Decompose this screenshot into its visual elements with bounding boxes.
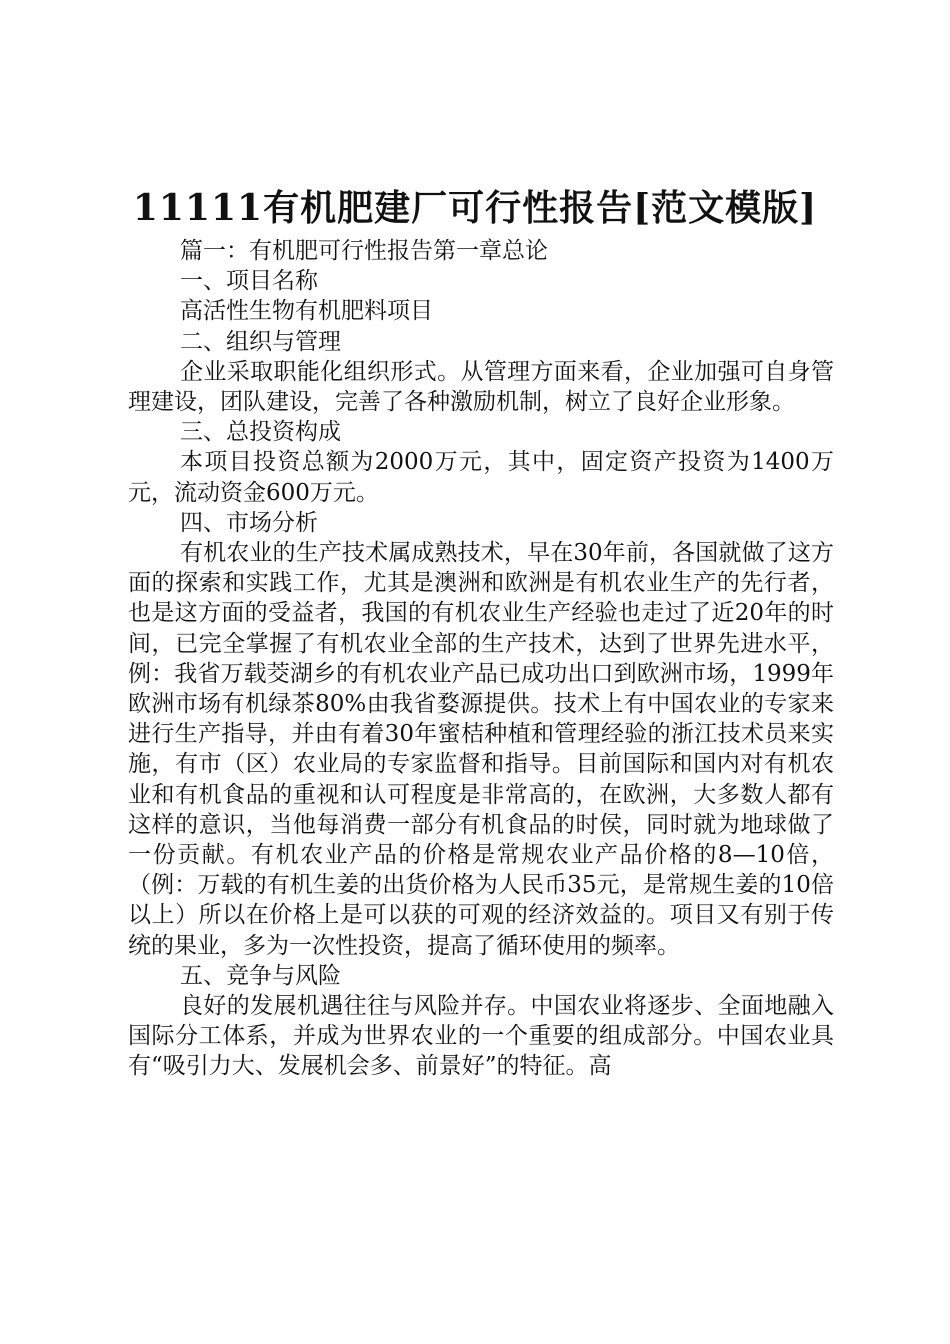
document-body xyxy=(128,236,834,1082)
chapter-heading: 篇一：有机肥可行性报告第一章总论 xyxy=(180,238,548,264)
organization-paragraph: 企业采取职能化组织形式。从管理方面来看，企业加强可自身管理建设，团队建设，完善了各种激励机制，树立了良好企业形象。 xyxy=(128,358,834,416)
section-heading-3: 三、总投资构成 xyxy=(180,419,341,446)
section-heading-1: 一、项目名称 xyxy=(180,268,318,295)
document-title: 11111有机肥建厂可行性报告[范文模版] xyxy=(132,187,818,229)
section-heading-2: 二、组织与管理 xyxy=(180,328,341,355)
section-heading-4: 四、市场分析 xyxy=(180,509,318,536)
project-name-text: 高活性生物有机肥料项目 xyxy=(180,298,433,325)
section-heading-5: 五、竞争与风险 xyxy=(180,962,341,989)
competition-paragraph: 良好的发展机遇往往与风险并存。中国农业将逐步、全面地融入国际分工体系，并成为世界农业的一个重要的组成部分。中国农业具有“吸引力大、发展机会多、前景好”的特征。高 xyxy=(128,993,834,1080)
market-paragraph: 有机农业的生产技术属成熟技术，早在30年前，各国就做了这方面的探索和实践工作，尤其是澳洲和欧洲是有机农业生产的先行者，也是这方面的受益者，我国的有机农业生产经验也走过了近20年的时间，已完全掌握了有机农业全部的生产技术，达到了世界先进水平，例：我省万载茭湖乡的有机农业产品已成功出口到欧洲市场，1999年欧洲市场有机绿茶80%由我省婺源提供。技术上有中国农业的专家来进行生产指导，并由有着30年蜜桔种植和管理经验的浙江技术员来实施，有市（区）农业局的专家监督和指导。目前国际和国内对有机农业和有机食品的重视和认可程度是非常高的，在欧洲，大多数人都有这样的意识，当他每消费一部分有机食品的时侯，同时就为地球做了一份贡献。有机农业产品的价格是常规农业产品价格的8—10倍，（例：万载的有机生姜的出货价格为人民币35元，是常规生姜的10倍以上）所以在价格上是可以获的可观的经济效益的。项目又有别于传统的果业，多为一次性投资，提高了循环使用的频率。 xyxy=(128,540,834,959)
investment-paragraph: 本项目投资总额为2000万元，其中，固定资产投资为1400万元，流动资金600万元。 xyxy=(128,449,834,506)
